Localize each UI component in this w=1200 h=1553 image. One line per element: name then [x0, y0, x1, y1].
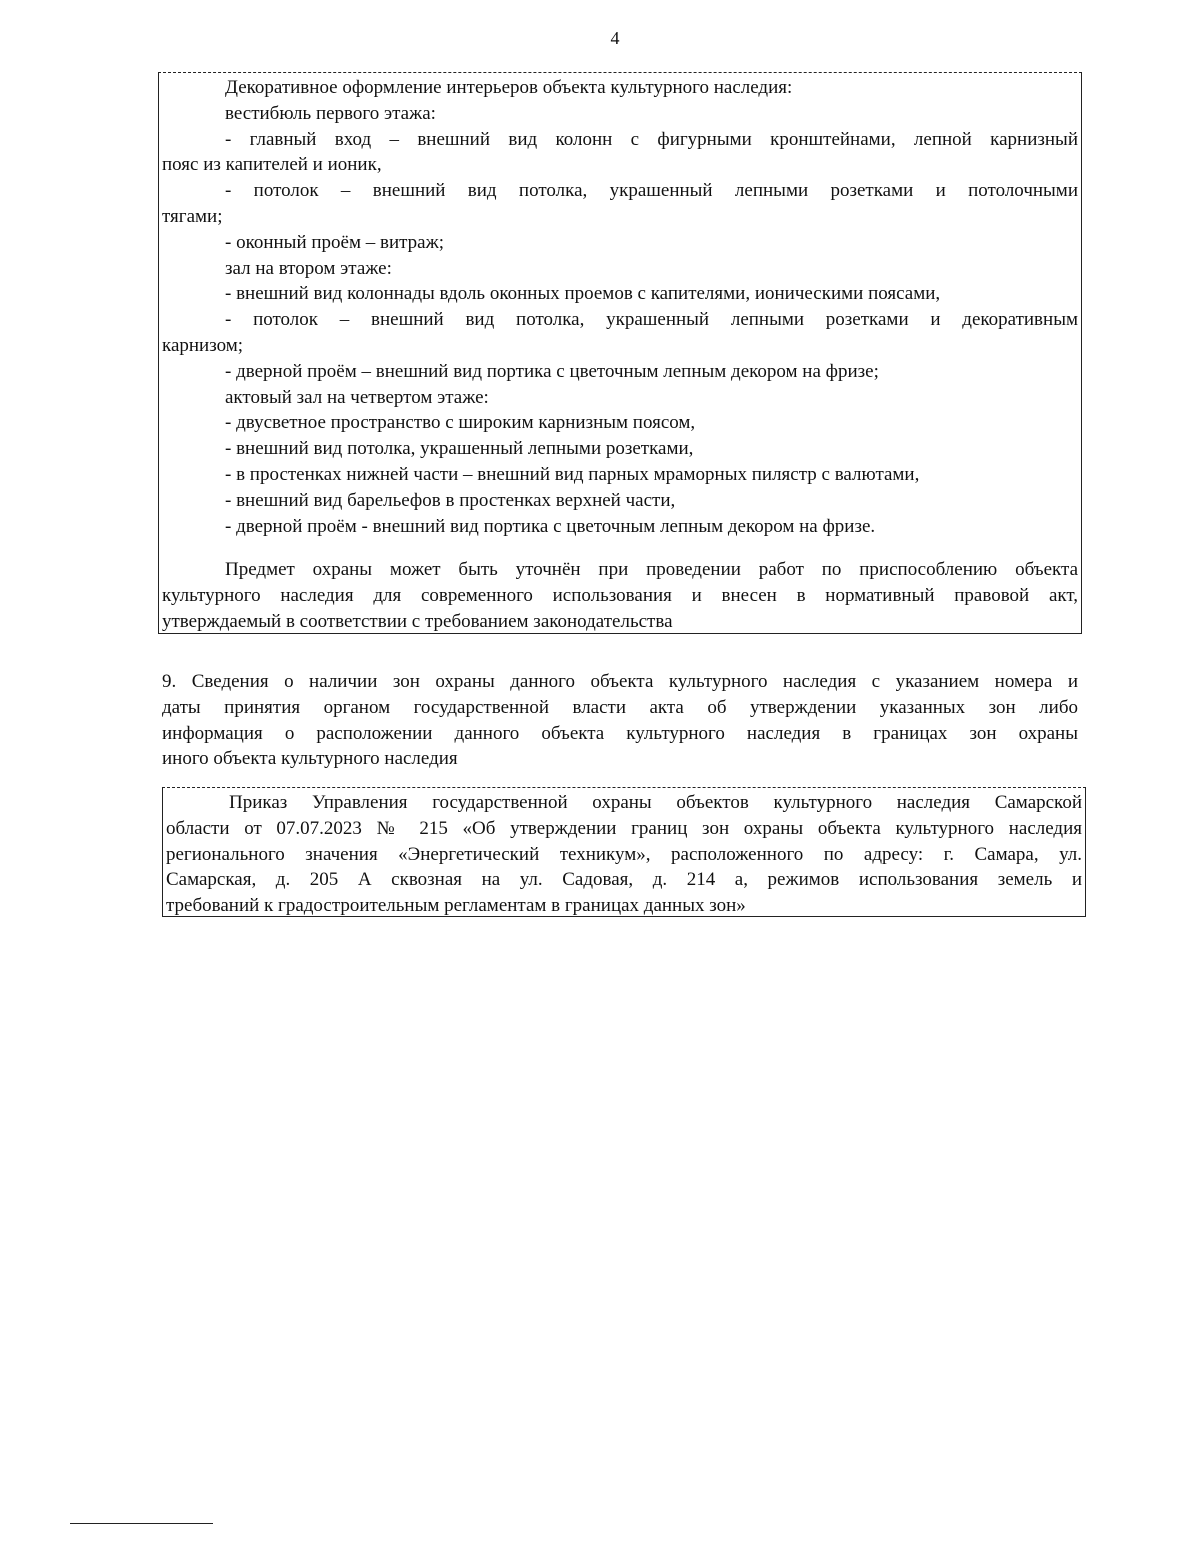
text-line: Предмет охраны может быть уточнён при проведении работ по приспособлению объекта	[225, 559, 1078, 581]
text-line: культурного наследия для современного использования и внесен в нормативный правовой акт,	[162, 585, 1078, 607]
text-line: - оконный проём – витраж;	[225, 231, 445, 253]
text-line: актовый зал на четвертом этаже:	[225, 386, 489, 408]
text-line: Приказ Управления государственной охраны объектов культурного наследия Самарской	[229, 792, 1082, 813]
text-line: области от 07.07.2023 № 215 «Об утверждении границ зон охраны объекта культурного наследия	[166, 817, 1082, 839]
text-line: - дверной проём – внешний вид портика с цветочным лепным декором на фризе;	[225, 360, 879, 382]
text-line: Декоративное оформление интерьеров объекта культурного наследия:	[225, 77, 793, 98]
text-line: вестибюль первого этажа:	[225, 102, 436, 124]
text-line: зал на втором этаже:	[225, 257, 392, 279]
page-number: 4	[610, 28, 620, 48]
text-line: - внешний вид колоннады вдоль оконных проемов с капителями, ионическими поясами,	[225, 283, 941, 305]
text-line: - главный вход – внешний вид колонн с фигурными кронштейнами, лепной карнизный	[225, 128, 1078, 150]
text-line: даты принятия органом государственной власти акта об утверждении указанных зон либо	[162, 696, 1078, 718]
protection-zones-box	[162, 787, 1086, 917]
text-line: - внешний вид потолка, украшенный лепными розетками,	[225, 438, 694, 460]
text-line: утверждаемый в соответствии с требованием законодательства	[162, 610, 673, 632]
text-line: - в простенках нижней части – внешний вид парных мраморных пилястр с валютами,	[225, 463, 920, 485]
text-line: пояс из капителей и ионик,	[162, 154, 382, 176]
text-line: тягами;	[162, 205, 223, 227]
paragraph-gap	[162, 539, 1078, 557]
text-line: - внешний вид барельефов в простенках верхней части,	[225, 489, 676, 511]
text-line: карнизом;	[162, 334, 244, 356]
protection-subject-box	[158, 72, 1082, 634]
text-line: Самарская, д. 205 А сквозная на ул. Садовая, д. 214 а, режимов использования земель и	[166, 869, 1082, 891]
text-line: иного объекта культурного наследия	[162, 748, 458, 770]
footnote-rule	[70, 1523, 213, 1524]
text-line: - потолок – внешний вид потолка, украшенный лепными розетками и потолочными	[225, 180, 1078, 202]
text-line: 9. Сведения о наличии зон охраны данного объекта культурного наследия с указанием номера и	[162, 671, 1078, 692]
text-line: информация о расположении данного объекта культурного наследия в границах зон охраны	[162, 722, 1078, 744]
text-line: - дверной проём - внешний вид портика с цветочным лепным декором на фризе.	[225, 515, 876, 537]
text-line: требований к градостроительным регламентам в границах данных зон»	[166, 895, 746, 917]
section-9-heading	[162, 669, 1078, 772]
text-line: - потолок – внешний вид потолка, украшенный лепными розетками и декоративным	[225, 309, 1078, 331]
text-line: регионального значения «Энергетический техникум», расположенного по адресу: г. Самара, ул.	[166, 843, 1082, 865]
text-line: - двусветное пространство с широким карнизным поясом,	[225, 412, 696, 434]
